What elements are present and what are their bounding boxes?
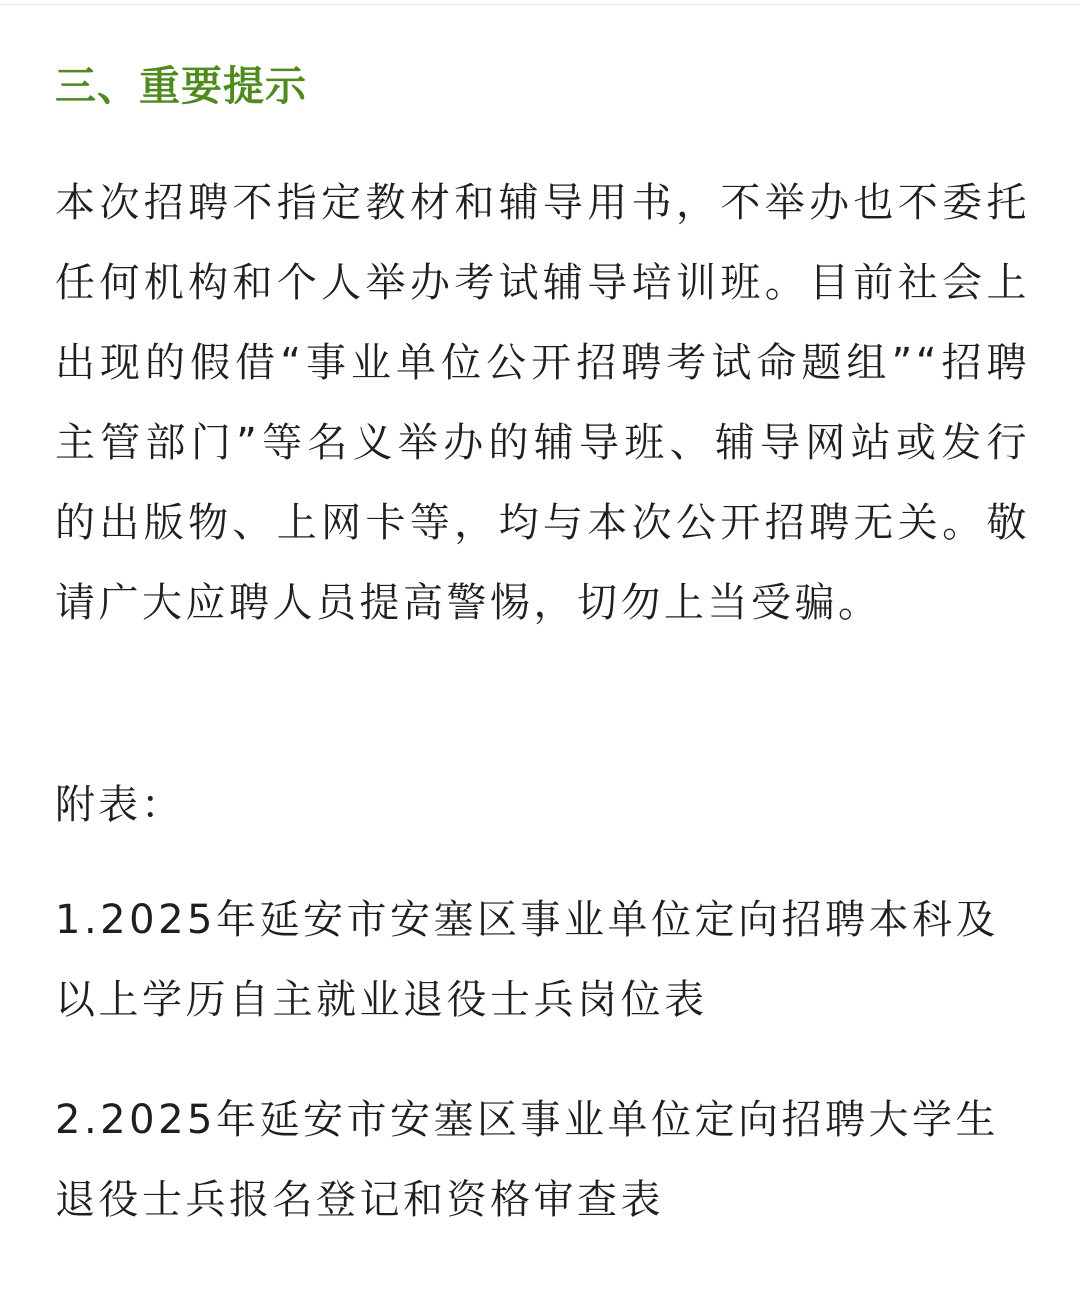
section-title: 三、重要提示 (55, 62, 307, 110)
top-divider (0, 4, 1080, 5)
attachment-item-1: 1.2025年延安市安塞区事业单位定向招聘本科及以上学历自主就业退役士兵岗位表 (55, 897, 999, 1023)
notice-paragraph: 本次招聘不指定教材和辅导用书，不举办也不委托任何机构和个人举办考试辅导培训班。目前社会上出现的假借“事业单位公开招聘考试命题组”“招聘主管部门”等名义举办的辅导班、辅导网站或发行的出版物、上网卡等，均与本次公开招聘无关。敬请广大应聘人员提高警惕，切勿上当受骗。 (55, 180, 1030, 626)
attachments-label: 附表： (55, 782, 184, 828)
attachment-item-2: 2.2025年延安市安塞区事业单位定向招聘大学生退役士兵报名登记和资格审查表 (55, 1097, 999, 1223)
